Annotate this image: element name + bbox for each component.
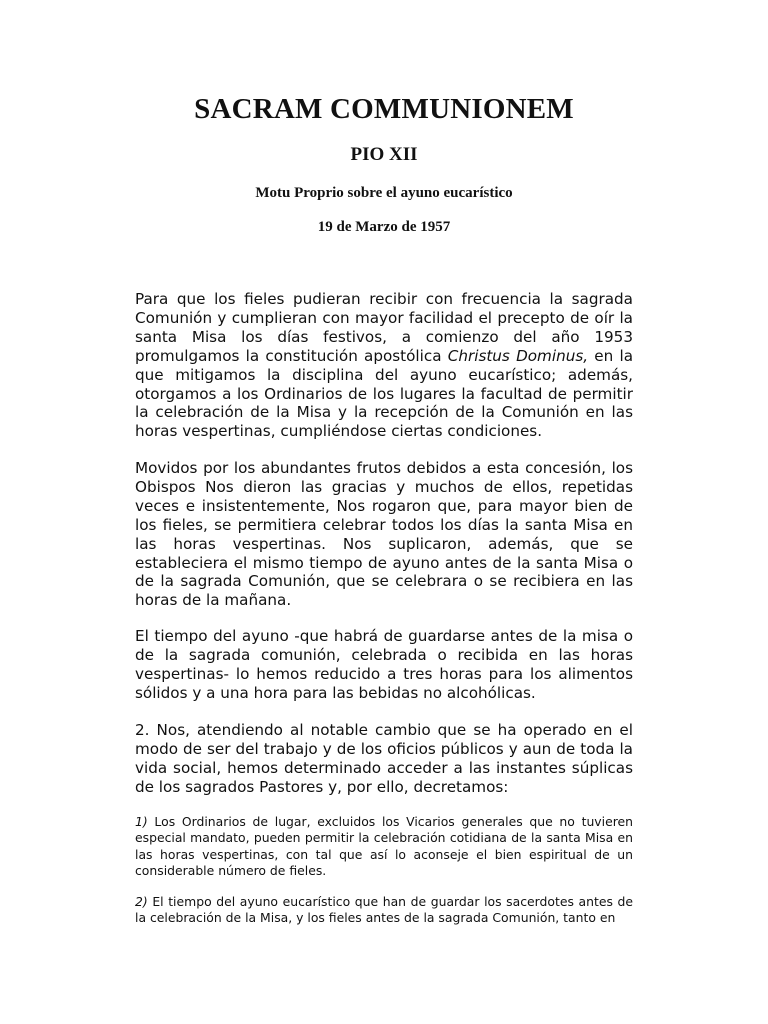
paragraph-1 [135,290,633,441]
paragraph-1-italic-title: Christus Dominus, [447,346,589,365]
article-2-number: 2) [135,894,148,909]
article-2 [135,894,633,927]
paragraph-1-text-a: Para que los fieles pudieran recibir con frecuencia la sagrada Comunión y cumplieran con mayor facilidad el precepto de oír la santa Misa los días festivos, a comienzo del año 1953 promulgamos la constitución apostólica [135,290,633,365]
paragraph-1-text-b: en la que mitigamos la disciplina del ayuno eucarístico; además, otorgamos a los Ordinarios de los lugares la facultad de permitir la celebración de la Misa y la recepción de la Comunión en las horas vespertinas, cumpliéndose ciertas condiciones. [135,346,633,441]
document-subtitle: Motu Proprio sobre el ayuno eucarístico [255,185,513,201]
paragraph-2: Movidos por los abundantes frutos debidos a esta concesión, los Obispos Nos dieron las gracias y muchos de ellos, repetidas veces e insistentemente, Nos rogaron que, para mayor bien de los fieles, se permitiera celebrar todos los días la santa Misa en las horas vespertinas. Nos suplicaron, además, que se estableciera el mismo tiempo de ayuno antes de la santa Misa o de la sagrada Comunión, que se celebrara o se recibiera en las horas de la mañana. [135,459,633,610]
document-author: PIO XII [350,144,418,165]
document-date: 19 de Marzo de 1957 [317,219,451,235]
article-2-text: El tiempo del ayuno eucarístico que han de guardar los sacerdotes antes de la celebración de la Misa, y los fieles antes de la sagrada Comunión, tanto en [135,894,633,926]
paragraph-3: El tiempo del ayuno -que habrá de guardarse antes de la misa o de la sagrada comunión, celebrada o recibida en las horas vespertinas- lo hemos reducido a tres horas para los alimentos sólidos y a una hora para las bebidas no alcohólicas. [135,627,633,702]
paragraph-4: 2. Nos, atendiendo al notable cambio que se ha operado en el modo de ser del trabajo y de los oficios públicos y aun de toda la vida social, hemos determinado acceder a las instantes súplicas de los sagrados Pastores y, por ello, decretamos: [135,721,633,796]
article-1 [135,814,633,879]
document-title: SACRAM COMMUNIONEM [194,93,574,125]
article-1-text: Los Ordinarios de lugar, excluidos los Vicarios generales que no tuvieren especial mandato, pueden permitir la celebración cotidiana de la santa Misa en las horas vespertinas, con tal que así lo aconseje el bien espiritual de un considerable número de fieles. [135,814,633,878]
article-1-number: 1) [135,814,148,829]
